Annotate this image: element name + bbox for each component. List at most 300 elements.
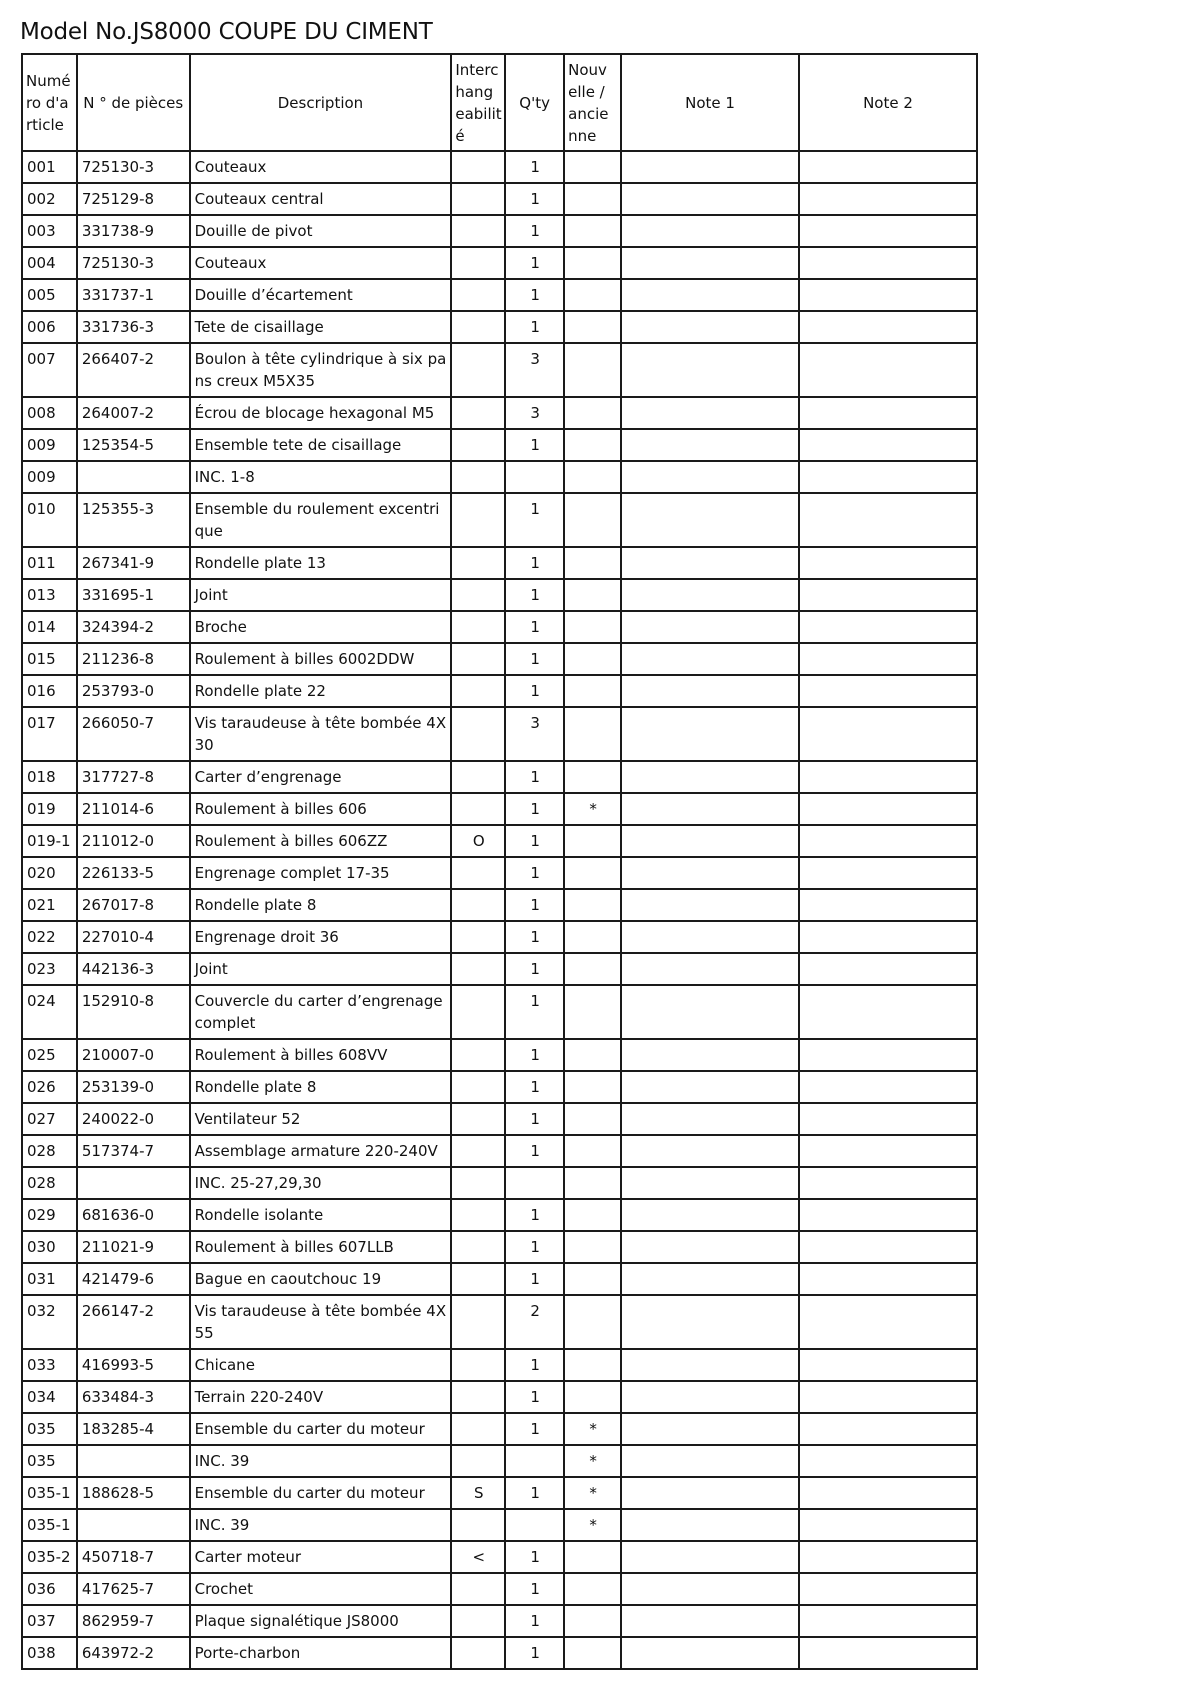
cell-note-1 <box>621 1349 799 1381</box>
cell-part-number-text: 643972-2 <box>81 1644 155 1662</box>
cell-interchangeability-text <box>452 708 504 714</box>
cell-interchangeability-text <box>452 612 504 618</box>
table-row <box>22 1199 977 1231</box>
cell-quantity <box>505 1295 564 1349</box>
cell-description <box>190 1413 452 1445</box>
cell-part-number-text: 681636-0 <box>81 1206 155 1224</box>
cell-description <box>190 151 452 183</box>
cell-note-2-text <box>800 1638 976 1644</box>
cell-interchangeability <box>451 1509 505 1541</box>
cell-interchangeability <box>451 1413 505 1445</box>
cell-description <box>190 247 452 279</box>
cell-note-1-text <box>622 708 798 714</box>
cell-note-2-text <box>800 1104 976 1110</box>
cell-part-number-text: 725130-3 <box>81 158 155 176</box>
cell-description <box>190 397 452 429</box>
cell-interchangeability-text: O <box>472 832 485 850</box>
cell-quantity-text: 1 <box>530 1612 540 1630</box>
cell-note-1-text <box>622 216 798 222</box>
cell-note-2 <box>799 1477 977 1509</box>
cell-note-1 <box>621 1167 799 1199</box>
cell-interchangeability <box>451 279 505 311</box>
cell-new-old-text <box>565 216 620 222</box>
cell-part-number <box>77 1199 190 1231</box>
cell-new-old-text <box>565 1382 620 1388</box>
table-row <box>22 1103 977 1135</box>
table-row <box>22 675 977 707</box>
cell-quantity <box>505 1263 564 1295</box>
cell-item-number-text: 035 <box>27 1452 56 1470</box>
cell-quantity-text: 1 <box>530 1484 540 1502</box>
cell-note-1 <box>621 1103 799 1135</box>
cell-part-number-text: 226133-5 <box>81 864 155 882</box>
cell-interchangeability <box>451 215 505 247</box>
table-row <box>22 953 977 985</box>
cell-quantity-text: 1 <box>530 832 540 850</box>
cell-quantity-text: 3 <box>530 714 540 732</box>
cell-new-old <box>564 461 621 493</box>
cell-quantity <box>505 1199 564 1231</box>
cell-part-number <box>77 1445 190 1477</box>
cell-note-1 <box>621 1413 799 1445</box>
cell-quantity-text: 1 <box>530 992 540 1010</box>
cell-new-old-text <box>565 580 620 586</box>
cell-quantity-text: 1 <box>530 1548 540 1566</box>
table-body <box>22 151 977 1669</box>
cell-interchangeability <box>451 1605 505 1637</box>
cell-quantity <box>505 461 564 493</box>
cell-part-number <box>77 461 190 493</box>
cell-part-number <box>77 1135 190 1167</box>
table-row <box>22 1413 977 1445</box>
cell-item-number <box>22 429 77 461</box>
cell-new-old-text <box>565 612 620 618</box>
cell-new-old <box>564 793 621 825</box>
cell-part-number <box>77 579 190 611</box>
cell-note-1-text <box>622 344 798 350</box>
cell-note-1-text <box>622 1606 798 1612</box>
cell-note-1 <box>621 1445 799 1477</box>
cell-new-old-text <box>565 762 620 768</box>
cell-note-1-text <box>622 1072 798 1078</box>
table-row <box>22 761 977 793</box>
cell-new-old-text <box>565 1136 620 1142</box>
cell-interchangeability-text: S <box>473 1484 484 1502</box>
cell-part-number <box>77 215 190 247</box>
cell-quantity <box>505 183 564 215</box>
cell-note-2-text <box>800 248 976 254</box>
cell-new-old-text <box>565 1232 620 1238</box>
cell-interchangeability <box>451 1349 505 1381</box>
cell-item-number-text: 033 <box>27 1356 56 1374</box>
cell-note-1 <box>621 825 799 857</box>
cell-item-number-text: 010 <box>27 500 56 518</box>
cell-part-number <box>77 1573 190 1605</box>
cell-description-text: Roulement à billes 607LLB <box>194 1238 394 1256</box>
cell-description <box>190 279 452 311</box>
cell-note-2-text <box>800 398 976 404</box>
cell-note-1-text <box>622 312 798 318</box>
cell-quantity <box>505 761 564 793</box>
cell-item-number-text: 011 <box>27 554 56 572</box>
cell-description-text: Ensemble du carter du moteur <box>194 1420 425 1438</box>
cell-description-text: INC. 39 <box>194 1516 250 1534</box>
cell-note-2 <box>799 825 977 857</box>
cell-part-number-text: 266050-7 <box>81 714 155 732</box>
cell-note-1 <box>621 1295 799 1349</box>
cell-note-1 <box>621 985 799 1039</box>
cell-new-old <box>564 1349 621 1381</box>
cell-note-2-text <box>800 184 976 190</box>
cell-part-number <box>77 643 190 675</box>
cell-note-2 <box>799 279 977 311</box>
table-row <box>22 1349 977 1381</box>
cell-note-1-text <box>622 248 798 254</box>
cell-note-1-text <box>622 794 798 800</box>
cell-new-old <box>564 397 621 429</box>
cell-note-1 <box>621 1573 799 1605</box>
cell-new-old <box>564 889 621 921</box>
cell-item-number <box>22 1135 77 1167</box>
cell-item-number-text: 009 <box>27 436 56 454</box>
cell-description <box>190 1509 452 1541</box>
cell-note-1-text <box>622 1510 798 1516</box>
cell-quantity <box>505 953 564 985</box>
cell-new-old <box>564 953 621 985</box>
table-row <box>22 547 977 579</box>
cell-description-text: Vis taraudeuse à tête bombée 4X30 <box>194 714 447 754</box>
cell-interchangeability <box>451 1199 505 1231</box>
cell-new-old-text <box>565 954 620 960</box>
cell-quantity-text: 1 <box>530 318 540 336</box>
cell-note-1 <box>621 397 799 429</box>
cell-description <box>190 1605 452 1637</box>
table-row <box>22 183 977 215</box>
cell-note-1-text <box>622 922 798 928</box>
cell-part-number-text: 267341-9 <box>81 554 155 572</box>
cell-quantity <box>505 1541 564 1573</box>
cell-note-2-text <box>800 986 976 992</box>
cell-new-old <box>564 1509 621 1541</box>
cell-part-number <box>77 311 190 343</box>
cell-part-number <box>77 1263 190 1295</box>
cell-part-number <box>77 493 190 547</box>
cell-description <box>190 921 452 953</box>
cell-quantity-text: 1 <box>530 1142 540 1160</box>
table-row <box>22 889 977 921</box>
cell-note-1 <box>621 1477 799 1509</box>
cell-quantity <box>505 921 564 953</box>
cell-note-1 <box>621 675 799 707</box>
cell-new-old-text <box>565 922 620 928</box>
cell-description <box>190 1541 452 1573</box>
cell-note-2-text <box>800 1414 976 1420</box>
table-row <box>22 1381 977 1413</box>
cell-description-text: Rondelle plate 8 <box>194 896 317 914</box>
cell-part-number-text: 450718-7 <box>81 1548 155 1566</box>
cell-note-1-text <box>622 280 798 286</box>
cell-new-old-text <box>565 890 620 896</box>
header-interchangeability: Interc hang eabilit é <box>451 54 505 151</box>
cell-new-old <box>564 1199 621 1231</box>
cell-interchangeability <box>451 889 505 921</box>
cell-note-1-text <box>622 1542 798 1548</box>
cell-item-number-text: 005 <box>27 286 56 304</box>
cell-quantity <box>505 247 564 279</box>
cell-description-text: Bague en caoutchouc 19 <box>194 1270 382 1288</box>
cell-part-number <box>77 247 190 279</box>
cell-description <box>190 1103 452 1135</box>
cell-description-text: INC. 1-8 <box>194 468 255 486</box>
cell-note-2 <box>799 611 977 643</box>
cell-note-1-text <box>622 1638 798 1644</box>
cell-item-number-text: 028 <box>27 1142 56 1160</box>
cell-item-number-text: 015 <box>27 650 56 668</box>
cell-interchangeability-text <box>452 1574 504 1580</box>
cell-quantity <box>505 311 564 343</box>
cell-new-old-text <box>565 708 620 714</box>
cell-new-old <box>564 1231 621 1263</box>
cell-description <box>190 1637 452 1669</box>
cell-interchangeability <box>451 461 505 493</box>
cell-new-old-text: * <box>589 800 597 818</box>
cell-interchangeability-text <box>452 1446 504 1452</box>
cell-item-number-text: 037 <box>27 1612 56 1630</box>
cell-description-text: Joint <box>194 586 228 604</box>
cell-item-number <box>22 761 77 793</box>
cell-note-2 <box>799 921 977 953</box>
cell-description-text: Plaque signalétique JS8000 <box>194 1612 399 1630</box>
cell-description-text: Rondelle plate 13 <box>194 554 326 572</box>
cell-description-text: Roulement à billes 606 <box>194 800 367 818</box>
cell-quantity-text: 1 <box>530 1580 540 1598</box>
cell-note-1-text <box>622 954 798 960</box>
cell-part-number-text: 862959-7 <box>81 1612 155 1630</box>
cell-note-2 <box>799 247 977 279</box>
cell-note-1 <box>621 247 799 279</box>
table-row <box>22 215 977 247</box>
cell-description-text: Roulement à billes 606ZZ <box>194 832 388 850</box>
cell-note-1 <box>621 889 799 921</box>
cell-part-number-text: 331695-1 <box>81 586 155 604</box>
cell-interchangeability-text <box>452 152 504 158</box>
cell-description-text: Boulon à tête cylindrique à six pans creux M5X35 <box>194 350 447 390</box>
cell-interchangeability <box>451 311 505 343</box>
cell-part-number <box>77 1295 190 1349</box>
cell-new-old <box>564 707 621 761</box>
cell-new-old <box>564 579 621 611</box>
cell-new-old <box>564 215 621 247</box>
cell-item-number-text: 027 <box>27 1110 56 1128</box>
cell-item-number <box>22 493 77 547</box>
cell-note-1 <box>621 1263 799 1295</box>
cell-note-2 <box>799 461 977 493</box>
cell-interchangeability <box>451 1381 505 1413</box>
cell-note-2-text <box>800 1350 976 1356</box>
cell-quantity-text: 1 <box>530 768 540 786</box>
cell-note-2-text <box>800 1606 976 1612</box>
cell-note-1 <box>621 279 799 311</box>
cell-part-number-text: 331736-3 <box>81 318 155 336</box>
cell-description-text: Porte-charbon <box>194 1644 301 1662</box>
cell-note-2 <box>799 151 977 183</box>
cell-part-number <box>77 793 190 825</box>
cell-description <box>190 493 452 547</box>
cell-description-text: Chicane <box>194 1356 255 1374</box>
cell-note-1-text <box>622 1232 798 1238</box>
header-note-2: Note 2 <box>799 54 977 151</box>
cell-note-1-text <box>622 494 798 500</box>
cell-note-2-text <box>800 1446 976 1452</box>
cell-item-number-text: 003 <box>27 222 56 240</box>
cell-quantity <box>505 1413 564 1445</box>
cell-item-number-text: 008 <box>27 404 56 422</box>
cell-note-2 <box>799 761 977 793</box>
cell-new-old-text <box>565 1072 620 1078</box>
table-header-row <box>22 54 977 151</box>
cell-note-2 <box>799 397 977 429</box>
cell-new-old <box>564 547 621 579</box>
cell-interchangeability-text <box>452 922 504 928</box>
cell-quantity <box>505 1381 564 1413</box>
cell-description-text: INC. 25-27,29,30 <box>194 1174 322 1192</box>
cell-interchangeability <box>451 707 505 761</box>
cell-interchangeability-text <box>452 1104 504 1110</box>
cell-note-2 <box>799 311 977 343</box>
cell-new-old-text <box>565 676 620 682</box>
cell-note-1-text <box>622 1168 798 1174</box>
cell-item-number <box>22 953 77 985</box>
cell-interchangeability-text <box>452 1296 504 1302</box>
cell-note-2 <box>799 1199 977 1231</box>
cell-description-text: Rondelle plate 8 <box>194 1078 317 1096</box>
cell-part-number <box>77 1381 190 1413</box>
cell-description <box>190 311 452 343</box>
cell-description-text: Rondelle isolante <box>194 1206 324 1224</box>
cell-interchangeability <box>451 985 505 1039</box>
cell-part-number-text: 183285-4 <box>81 1420 155 1438</box>
cell-note-1 <box>621 1509 799 1541</box>
cell-part-number <box>77 921 190 953</box>
cell-part-number <box>77 429 190 461</box>
table-row <box>22 1071 977 1103</box>
cell-note-2 <box>799 1573 977 1605</box>
cell-item-number <box>22 1295 77 1349</box>
cell-item-number-text: 038 <box>27 1644 56 1662</box>
cell-note-1 <box>621 1541 799 1573</box>
table-row <box>22 247 977 279</box>
cell-note-1-text <box>622 676 798 682</box>
cell-item-number <box>22 1509 77 1541</box>
cell-quantity-text: 1 <box>530 682 540 700</box>
cell-part-number-text: 264007-2 <box>81 404 155 422</box>
cell-interchangeability-text <box>452 1606 504 1612</box>
cell-note-2-text <box>800 858 976 864</box>
cell-interchangeability-text: < <box>472 1548 486 1566</box>
cell-interchangeability <box>451 1295 505 1349</box>
cell-part-number-text: 442136-3 <box>81 960 155 978</box>
cell-part-number-text: 416993-5 <box>81 1356 155 1374</box>
cell-interchangeability-text <box>452 1264 504 1270</box>
cell-quantity <box>505 1167 564 1199</box>
cell-new-old <box>564 1637 621 1669</box>
cell-part-number <box>77 151 190 183</box>
cell-description-text: Ventilateur 52 <box>194 1110 301 1128</box>
cell-note-2-text <box>800 890 976 896</box>
cell-item-number <box>22 547 77 579</box>
cell-new-old-text <box>565 494 620 500</box>
cell-interchangeability-text <box>452 986 504 992</box>
cell-note-1 <box>621 1231 799 1263</box>
cell-part-number <box>77 1477 190 1509</box>
cell-item-number-text: 028 <box>27 1174 56 1192</box>
cell-note-2 <box>799 985 977 1039</box>
cell-quantity <box>505 675 564 707</box>
cell-note-2 <box>799 493 977 547</box>
cell-description-text: Roulement à billes 6002DDW <box>194 650 415 668</box>
table-row <box>22 1135 977 1167</box>
cell-quantity <box>505 279 564 311</box>
cell-description <box>190 547 452 579</box>
cell-new-old-text <box>565 1264 620 1270</box>
cell-note-2-text <box>800 1478 976 1484</box>
cell-quantity-text: 1 <box>530 286 540 304</box>
cell-note-2-text <box>800 676 976 682</box>
table-row <box>22 579 977 611</box>
cell-quantity-text: 1 <box>530 1420 540 1438</box>
cell-note-1-text <box>622 1104 798 1110</box>
cell-description-text: Douille de pivot <box>194 222 313 240</box>
cell-note-2 <box>799 1231 977 1263</box>
table-row <box>22 429 977 461</box>
cell-new-old-text <box>565 1040 620 1046</box>
cell-note-1-text <box>622 644 798 650</box>
cell-note-2-text <box>800 644 976 650</box>
cell-item-number <box>22 793 77 825</box>
cell-quantity <box>505 1605 564 1637</box>
cell-part-number-text <box>78 462 189 468</box>
cell-item-number <box>22 1349 77 1381</box>
cell-note-1-text <box>622 1414 798 1420</box>
cell-new-old <box>564 247 621 279</box>
cell-new-old <box>564 1071 621 1103</box>
cell-note-2 <box>799 1381 977 1413</box>
cell-interchangeability <box>451 1573 505 1605</box>
cell-item-number <box>22 611 77 643</box>
cell-interchangeability-text <box>452 216 504 222</box>
cell-note-1 <box>621 1039 799 1071</box>
cell-new-old <box>564 1295 621 1349</box>
cell-note-1 <box>621 429 799 461</box>
cell-interchangeability-text <box>452 1382 504 1388</box>
cell-item-number <box>22 579 77 611</box>
cell-note-1-text <box>622 858 798 864</box>
cell-item-number-text: 036 <box>27 1580 56 1598</box>
cell-description <box>190 1263 452 1295</box>
cell-item-number <box>22 1541 77 1573</box>
cell-quantity <box>505 343 564 397</box>
cell-new-old-text <box>565 1606 620 1612</box>
cell-description <box>190 1199 452 1231</box>
cell-interchangeability-text <box>452 1232 504 1238</box>
cell-part-number-text: 517374-7 <box>81 1142 155 1160</box>
cell-note-2-text <box>800 708 976 714</box>
cell-part-number <box>77 1231 190 1263</box>
cell-description <box>190 985 452 1039</box>
cell-note-2 <box>799 547 977 579</box>
table-row <box>22 857 977 889</box>
cell-new-old-text <box>565 858 620 864</box>
